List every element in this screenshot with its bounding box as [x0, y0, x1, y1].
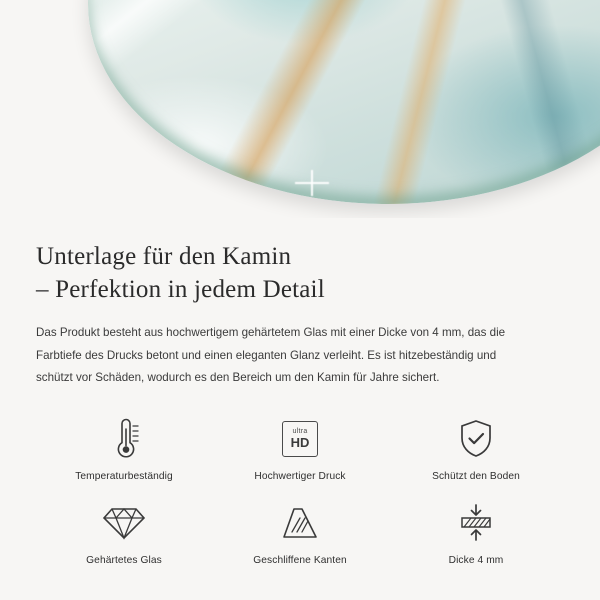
feature-item-tempered-glass [36, 500, 212, 566]
headline-line-1: Unterlage für den Kamin [36, 243, 292, 270]
feature-label: Dicke 4 mm [448, 554, 504, 566]
badge-bottom-text: HD [290, 435, 310, 451]
shield-check-icon [456, 416, 496, 462]
feature-item-temperature [36, 416, 212, 482]
text-content [0, 218, 600, 566]
feature-label: Geschliffene Kanten [253, 554, 347, 566]
headline-line-2: – Perfektion in jedem Detail [36, 276, 325, 303]
round-glass-panel-image [88, 0, 600, 204]
feature-item-thickness [388, 500, 564, 566]
diamond-icon [102, 500, 146, 546]
hero-image [0, 0, 600, 218]
badge-top-text: ultra [292, 428, 308, 436]
polished-edges-icon [280, 500, 320, 546]
feature-item-polished-edges [212, 500, 388, 566]
feature-item-floor-protection [388, 416, 564, 482]
feature-label: Gehärtetes Glas [86, 554, 162, 566]
feature-label: Hochwertiger Druck [254, 470, 346, 482]
thermometer-icon [103, 416, 145, 462]
feature-item-print-quality [212, 416, 388, 482]
ultra-hd-badge-icon [282, 416, 318, 462]
feature-label: Temperaturbeständig [75, 470, 173, 482]
page-title [36, 240, 564, 306]
body-paragraph: Das Produkt besteht aus hochwertigem gehärtetem Glas mit einer Dicke von 4 mm, das die Farbtiefe des Drucks betont und einen eleganten Glanz verleiht. Es ist hitzebeständig und schützt vor Schäden, wodurch es den Bereich um den Kamin für Jahre sichert. [36, 326, 506, 385]
feature-grid [36, 416, 564, 566]
feature-label: Schützt den Boden [432, 470, 520, 482]
thickness-arrows-icon [456, 500, 496, 546]
